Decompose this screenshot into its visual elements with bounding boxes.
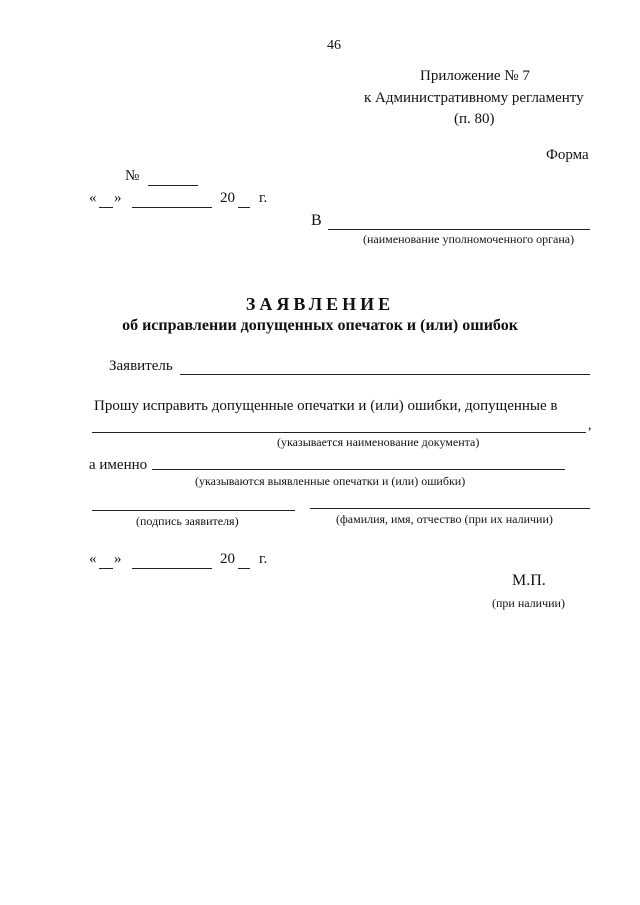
applicant-label: Заявитель <box>109 358 173 374</box>
date-month-line <box>132 207 212 208</box>
document-name-line <box>92 432 586 433</box>
number-sign: № <box>125 168 140 184</box>
number-field-line <box>148 185 198 186</box>
document-subtitle: об исправлении допущенных опечаток и (или) ошибок <box>122 317 518 334</box>
date-day-line <box>99 207 113 208</box>
recipient-line <box>328 229 590 230</box>
footer-date-quote-open: « <box>89 551 97 567</box>
appendix-line1: Приложение № 7 <box>420 68 530 84</box>
date-year-suffix: г. <box>259 190 268 206</box>
recipient-prefix: В <box>311 212 322 229</box>
date-year: 20 <box>220 190 235 206</box>
applicant-line <box>180 374 590 375</box>
appendix-line2: к Административному регламенту <box>364 90 584 106</box>
document-name-caption: (указывается наименование документа) <box>277 435 480 449</box>
full-name-line <box>310 508 590 509</box>
document-title: ЗАЯВЛЕНИЕ <box>245 294 395 314</box>
request-text: Прошу исправить допущенные опечатки и (или) ошибки, допущенные в <box>94 398 558 414</box>
full-name-caption: (фамилия, имя, отчество (при их наличии) <box>336 512 553 526</box>
footer-date-day-line <box>99 568 113 569</box>
stamp-caption: (при наличии) <box>492 596 565 610</box>
signature-line <box>92 510 295 511</box>
footer-date-month-line <box>132 568 212 569</box>
date-quote-close: » <box>114 190 122 206</box>
date-quote-open: « <box>89 190 97 206</box>
footer-date-quote-close: » <box>114 551 122 567</box>
signature-caption: (подпись заявителя) <box>136 514 239 528</box>
trailing-comma: , <box>588 418 592 433</box>
namely-label: а именно <box>89 457 148 473</box>
form-label: Форма <box>546 147 589 163</box>
errors-line <box>152 469 565 470</box>
footer-date-year: 20 <box>220 551 235 567</box>
footer-date-year-line <box>238 568 250 569</box>
recipient-caption: (наименование уполномоченного органа) <box>363 232 575 246</box>
errors-caption: (указываются выявленные опечатки и (или) ошибки) <box>195 474 466 488</box>
footer-date-year-suffix: г. <box>259 551 268 567</box>
page-number: 46 <box>327 38 341 53</box>
stamp-label: М.П. <box>512 572 546 589</box>
date-year-line <box>238 207 250 208</box>
appendix-line3: (п. 80) <box>454 111 495 127</box>
